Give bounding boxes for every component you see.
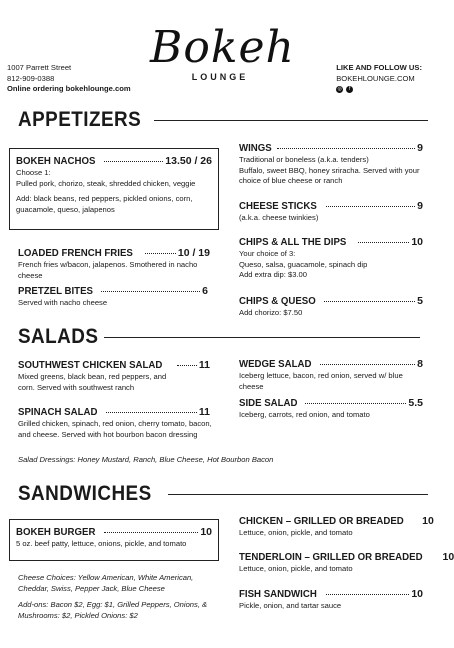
item-row xyxy=(16,526,212,538)
item-price: 10 xyxy=(411,588,423,600)
item-description: 5 oz. beef patty, lettuce, onions, pickle, and tomato xyxy=(16,539,187,548)
item-name: BOKEH NACHOS xyxy=(16,155,96,167)
menu-item-tenderloin-sandwich xyxy=(239,551,454,575)
item-name: WEDGE SALAD xyxy=(239,358,312,370)
dot-leader xyxy=(106,412,197,413)
item-name: CHEESE STICKS xyxy=(239,200,317,212)
menu-item-southwest-chicken-salad xyxy=(18,359,210,393)
item-name: SPINACH SALAD xyxy=(18,406,98,418)
menu-item-pretzel-bites xyxy=(18,285,208,309)
item-price: 9 xyxy=(417,142,423,154)
menu-item-loaded-french-fries xyxy=(18,247,210,281)
addons-note: Add-ons: Bacon $2, Egg: $1, Grilled Peppers, Onions, & Mushrooms: $2, Pickled Onions: $2 xyxy=(18,600,208,620)
item-description: Mixed greens, black bean, red peppers, and corn. Served with southwest ranch xyxy=(18,372,167,392)
social-title: LIKE AND FOLLOW US: xyxy=(336,63,422,72)
appetizers-heading xyxy=(18,108,428,132)
address-street: 1007 Parrett Street xyxy=(7,63,72,72)
item-name: CHIPS & QUESO xyxy=(239,295,316,307)
item-price: 6 xyxy=(202,285,208,297)
menu-item-bokeh-nachos xyxy=(9,148,219,230)
dot-leader xyxy=(101,291,200,292)
phone-number: 812-909-0388 xyxy=(7,73,55,83)
menu-item-chips-queso xyxy=(239,295,423,319)
dips-desc-2: Queso, salsa, guacamole, spinach dip xyxy=(239,259,368,269)
bokeh-logo xyxy=(150,20,295,98)
dot-leader xyxy=(305,403,407,404)
item-row xyxy=(239,200,423,212)
section-rule xyxy=(104,337,420,338)
item-name: BOKEH BURGER xyxy=(16,526,96,538)
social-website[interactable]: BOKEHLOUNGE.COM xyxy=(336,73,415,83)
item-name: CHIPS & ALL THE DIPS xyxy=(239,236,347,248)
menu-item-bokeh-burger xyxy=(9,519,219,561)
dot-leader xyxy=(326,594,410,595)
nachos-add: Add: black beans, red peppers, pickled onions, corn, guacamole, queso, jalapenos xyxy=(16,194,193,214)
item-description: Lettuce, onion, pickle, and tomato xyxy=(239,528,353,537)
section-rule xyxy=(154,120,428,121)
menu-item-chicken-sandwich xyxy=(239,515,434,539)
menu-item-wings xyxy=(239,142,423,187)
item-description xyxy=(239,249,423,281)
item-row xyxy=(239,142,423,154)
logo-script: Bokeh xyxy=(150,22,295,73)
menu-item-side-salad xyxy=(239,397,423,421)
nachos-choose: Choose 1: xyxy=(16,168,51,177)
section-title-salads: SALADS xyxy=(18,325,99,348)
item-price: 10 xyxy=(411,236,423,248)
item-name: PRETZEL BITES xyxy=(18,285,93,297)
item-row xyxy=(18,359,210,371)
cheese-choices-note: Cheese Choices: Yellow American, White American, Cheddar, Swiss, Pepper Jack, Blue Cheese xyxy=(18,573,194,593)
dot-leader xyxy=(104,161,163,162)
salads-heading xyxy=(18,325,420,349)
item-row xyxy=(239,397,423,409)
social-block xyxy=(336,63,422,93)
address-block xyxy=(7,63,131,95)
sandwiches-heading xyxy=(18,482,428,506)
dot-leader xyxy=(277,148,416,149)
wings-desc-2: Buffalo, sweet BBQ, honey sriracha. Served with your choice of blue cheese or ranch xyxy=(239,165,420,186)
item-description: Add chorizo: $7.50 xyxy=(239,308,303,317)
item-name: TENDERLOIN – GRILLED OR BREADED xyxy=(239,551,423,563)
item-price: 13.50 / 26 xyxy=(165,155,212,167)
menu-item-spinach-salad xyxy=(18,406,210,440)
item-description: Iceberg, carrots, red onion, and tomato xyxy=(239,410,370,419)
item-price: 8 xyxy=(417,358,423,370)
section-title-sandwiches: SANDWICHES xyxy=(18,482,152,505)
item-row xyxy=(239,551,454,563)
item-price: 10 xyxy=(442,551,454,563)
dot-leader xyxy=(326,206,416,207)
item-name: LOADED FRENCH FRIES xyxy=(18,247,133,259)
item-description xyxy=(16,168,212,215)
item-description: French fries w/bacon, jalapenos. Smothered in nacho cheese xyxy=(18,260,198,280)
logo-subtitle: LOUNGE xyxy=(191,72,249,82)
online-ordering-link[interactable]: Online ordering bokehlounge.com xyxy=(7,84,131,93)
item-row xyxy=(18,247,210,259)
salad-dressings-note: Salad Dressings: Honey Mustard, Ranch, Blue Cheese, Hot Bourbon Bacon xyxy=(18,455,274,464)
menu-item-chips-all-the-dips xyxy=(239,236,423,281)
item-description: (a.k.a. cheese twinkies) xyxy=(239,213,319,222)
dot-leader xyxy=(324,301,415,302)
dips-desc-1: Your choice of 3: xyxy=(239,249,296,258)
menu-item-wedge-salad xyxy=(239,358,423,392)
facebook-icon[interactable]: f xyxy=(346,86,353,93)
item-row xyxy=(16,155,212,167)
item-price: 5 xyxy=(417,295,423,307)
item-name: CHICKEN – GRILLED OR BREADED xyxy=(239,515,404,527)
item-row xyxy=(239,358,423,370)
item-description xyxy=(239,155,423,187)
item-price: 11 xyxy=(198,406,210,418)
wings-desc-1: Traditional or boneless (a.k.a. tenders) xyxy=(239,155,369,164)
item-row xyxy=(18,406,210,418)
item-row xyxy=(239,588,423,600)
menu-header xyxy=(0,0,432,100)
dot-leader xyxy=(177,365,197,366)
item-price: 10 xyxy=(200,526,212,538)
item-name: WINGS xyxy=(239,142,272,154)
item-row xyxy=(239,515,434,527)
dips-desc-3: Add extra dip: $3.00 xyxy=(239,270,307,280)
instagram-icon[interactable]: ◎ xyxy=(337,86,342,92)
item-price: 10 xyxy=(422,515,434,527)
section-rule xyxy=(168,494,428,495)
item-price: 9 xyxy=(417,200,423,212)
item-price: 11 xyxy=(198,359,210,371)
section-title-appetizers: APPETIZERS xyxy=(18,108,142,131)
dot-leader xyxy=(358,242,410,243)
item-row xyxy=(239,295,423,307)
item-row xyxy=(18,285,208,297)
item-price: 5.5 xyxy=(408,397,423,409)
dot-leader xyxy=(320,364,415,365)
menu-item-fish-sandwich xyxy=(239,588,423,612)
nachos-options: Pulled pork, chorizo, steak, shredded chicken, veggie xyxy=(16,178,196,188)
item-price: 10 / 19 xyxy=(177,247,210,259)
dot-leader xyxy=(145,253,176,254)
item-name: SIDE SALAD xyxy=(239,397,298,409)
dot-leader xyxy=(104,532,198,533)
item-description: Lettuce, onion, pickle, and tomato xyxy=(239,564,353,573)
item-name: SOUTHWEST CHICKEN SALAD xyxy=(18,359,163,371)
social-icons xyxy=(336,86,422,93)
item-row xyxy=(239,236,423,248)
item-description: Grilled chicken, spinach, red onion, cherry tomato, bacon, and cheese. Served with hot bourbon bacon dressing xyxy=(18,419,212,439)
item-name: FISH SANDWICH xyxy=(239,588,317,600)
item-description: Served with nacho cheese xyxy=(18,298,108,307)
item-description: Iceberg lettuce, bacon, red onion, served w/ blue cheese xyxy=(239,371,403,391)
menu-item-cheese-sticks xyxy=(239,200,423,224)
item-description: Pickle, onion, and tartar sauce xyxy=(239,601,342,610)
